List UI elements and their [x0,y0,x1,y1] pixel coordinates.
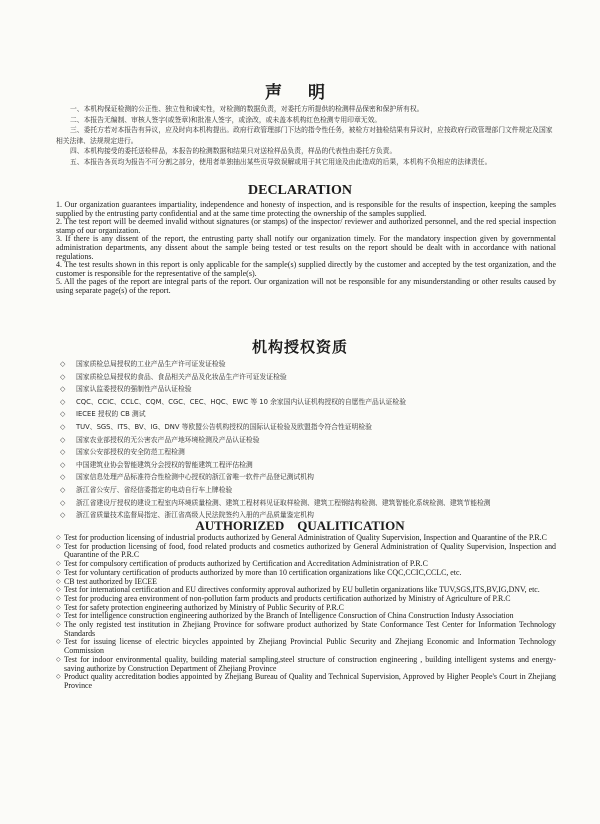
diamond-bullet-icon: ◇ [56,595,61,602]
diamond-bullet-icon: ◇ [56,561,61,568]
list-item-text: CB test authorized by IECEE [64,576,157,586]
diamond-bullet-icon: ◇ [56,656,61,663]
diamond-bullet-icon: ◇ [60,372,66,381]
list-item-text: Test for compulsory certification of products authorized by Certification and Accreditation Administration of P.R.C [64,559,428,569]
list-item-text: Test for voluntary certification of products authorized by more than 10 certification organizations like CQC,CCIC,CCLC, etc. [64,567,462,577]
declaration-en-paragraph: 2. The test report will be deemed invalid without signatures (or stamps) of the inspector/ reviewer and authorized personnel, and the red special inspection stamp of our organization. [56,217,556,235]
list-item [56,371,556,384]
list-item-text: 中国建筑业协会智能建筑分会授权的智能建筑工程评估检测 [76,460,253,469]
declaration-title-en: DECLARATION [248,183,352,198]
list-item [56,471,556,484]
list-item [56,656,556,673]
diamond-bullet-icon: ◇ [60,448,66,457]
list-item-text: 浙江省质量技术监督局指定、浙江省高级人民法院签约入册的产品质量鉴定机构 [76,511,314,520]
diamond-bullet-icon: ◇ [56,578,61,585]
list-item-text: The only registed test institution in Zhejiang Province for software product authorized by State Conformance Test Center for Information Technology Standards [64,620,556,638]
diamond-bullet-icon: ◇ [56,604,61,611]
list-item [56,358,556,371]
diamond-bullet-icon: ◇ [60,473,66,482]
declaration-cn-paragraph: 一、本机构保证检测的公正性、独立性和诚实性，对检测的数据负责，对委托方所提供的检测样品保密和保护所有权。 [70,105,424,113]
diamond-bullet-icon: ◇ [60,385,66,394]
list-item-text: Product quality accreditation bodies appointed by Zhejiang Bureau of Quality and Technical Supervision, Approved by Higher People's Court in Zhejiang Province [64,672,556,690]
list-item-text: Test for issuing license of electric bicycles appointed by Zhejiang Provincial Public Security and Zhejiang Economic and Information Technology Commission [64,637,556,656]
list-item [56,459,556,472]
list-item-text: TUV、SGS、ITS、BV、IG、DNV 等欧盟公告机构授权的国际认证检验及欧盟指令符合性证明检验 [76,422,372,431]
qualification-title-en: AUTHORIZED QUALITICATION [195,518,405,533]
declaration-cn-paragraph: 五、本报告各页均为报告不可分割之部分，使用者单独抽出某些页导致误解或用于其它用途及由此造成的后果，本机构不负相应的法律责任。 [70,157,492,166]
list-item-text: 国家质检总局授权的工业产品生产许可证发证检验 [76,360,226,368]
diamond-bullet-icon: ◇ [60,435,66,444]
list-item-text: 国家认监委授权的强制性产品认证检验 [76,385,192,394]
declaration-body-en [56,201,556,296]
list-item-text: 国家农业部授权的无公害农产品产地环境检测及产品认证检验 [76,435,260,444]
diamond-bullet-icon: ◇ [60,498,66,507]
list-item [56,497,556,510]
list-item [56,673,556,690]
declaration-en-paragraph: 4. The test results shown in this report is only applicable for the sample(s) supplied directly by the customer and accepted by the test organization, and the customer is responsible for the representative of the sample(s). [56,260,556,278]
declaration-title-cn: 声 明 [265,83,335,103]
qualification-title-cn: 机构授权资质 [251,338,348,356]
diamond-bullet-icon: ◇ [56,613,61,620]
list-item [56,396,556,409]
list-item [56,621,556,638]
diamond-bullet-icon: ◇ [56,639,61,646]
declaration-body-cn [56,104,556,167]
declaration-cn-paragraph: 四、本机构接受的委托送检样品，本报告的检测数据和结果只对送检样品负责，样品的代表性由委托方负责。 [70,147,397,155]
diamond-bullet-icon: ◇ [56,543,61,550]
list-item-text: 国家公安部授权的安全防范工程检测 [76,448,185,457]
diamond-bullet-icon: ◇ [56,674,61,681]
diamond-bullet-icon: ◇ [56,535,61,541]
declaration-en-paragraph: 5. All the pages of the report are integral parts of the report. Our organization will not be responsible for any misunderstanding or other results caused by using separate page(s) of the report. [56,277,556,295]
diamond-bullet-icon: ◇ [56,569,61,576]
list-item-text: CQC、CCIC、CCLC、CQM、CGC、CEC、HQC、EWC 等 10 余家国内认证机构授权的自愿性产品认证检验 [76,397,407,406]
qualification-list-cn [56,358,556,522]
list-item [56,421,556,434]
list-item [56,383,556,396]
list-item [56,543,556,560]
list-item-text: 浙江省公安厅、省经信委指定的电动自行车上牌检验 [76,485,233,494]
list-item-text: 国家信息处理产品标准符合性检测中心授权的浙江省唯一软件产品登记测试机构 [76,473,314,482]
diamond-bullet-icon: ◇ [60,397,66,406]
diamond-bullet-icon: ◇ [56,587,61,594]
declaration-cn-paragraph: 三、委托方若对本报告有异议，应及时向本机构提出。政府行政管理部门下达的指令性任务，被检方对抽检结果有异议时，应按政府行政管理部门文件规定及国家相关法律、法规规定进行。 [56,126,553,145]
diamond-bullet-icon: ◇ [60,422,66,431]
diamond-bullet-icon: ◇ [60,485,66,494]
list-item [56,408,556,421]
qualification-list-en [56,534,556,691]
list-item [56,434,556,447]
list-item-text: IECEE 授权的 CB 测试 [76,410,146,419]
list-item-text: Test for safety protection engineering authorized by Ministry of Public Security of P.R.C [64,602,344,612]
declaration-cn-paragraph: 二、本报告无编制、审核人签字(或签章)和批准人签字，或涂改，或未盖本机构红色检测专用印章无效。 [70,115,382,124]
list-item [56,484,556,497]
list-item-text: Test for international certification and EU directives conformity approval authorized by EU bulletin organizations like TUV,SGS,ITS,BV,IG,DNV, etc. [64,585,540,595]
list-item [56,446,556,459]
list-item-text: Test for production licensing of industrial products authorized by General Administration of Quality Supervision, Inspection and Quarantine of the P.R.C [64,533,547,542]
declaration-en-paragraph: 3. If there is any dissent of the report, the entrusting party shall notify our organization timely. For the mandatory inspection given by governmental administration departments, any dissent about the sample being tested or test results on the report should be dealt with in accordance with national regulations. [56,234,556,261]
list-item-text: 国家质检总局授权的食品、食品相关产品及化妆品生产许可证发证检验 [76,372,287,381]
list-item-text: Test for intelligence construction engineering authorized by the Branch of Intelligence Consruction of China Construction Industy Association [64,611,514,621]
diamond-bullet-icon: ◇ [60,460,66,469]
list-item-text: Test for producing area environment of non-pollution farm products and products certification authorized by Ministry of Agriculture of P.R.C [64,593,511,603]
list-item-text: 浙江省建设厅授权的建设工程室内环境质量检测、建筑工程材料见证取样检测、建筑工程钢结构检测、建筑智能化系统检测、建筑节能检测 [76,498,491,507]
list-item [56,638,556,655]
diamond-bullet-icon: ◇ [60,410,66,419]
diamond-bullet-icon: ◇ [60,360,66,368]
list-item-text: Test for production licensing of food, food related products and cosmetics authorized by General Administration of Quality Supervision, Inspection and Quarantine of the P.R.C [64,541,556,560]
list-item-text: Test for indoor environmental quality, building material sampling,steel structure of construction engineering , building intelligent systems and energy-saving authorize by Construction Department of Zhejiang Province [64,654,556,673]
diamond-bullet-icon: ◇ [56,622,61,629]
diamond-bullet-icon: ◇ [60,511,66,520]
declaration-en-paragraph: 1. Our organization guarantees impartiality, independence and honesty of inspection, and is responsible for the results of inspection, keeping the samples supplied by the entrusting party confidential and at the same time protecting the ownership of the samples supplied. [56,200,556,218]
